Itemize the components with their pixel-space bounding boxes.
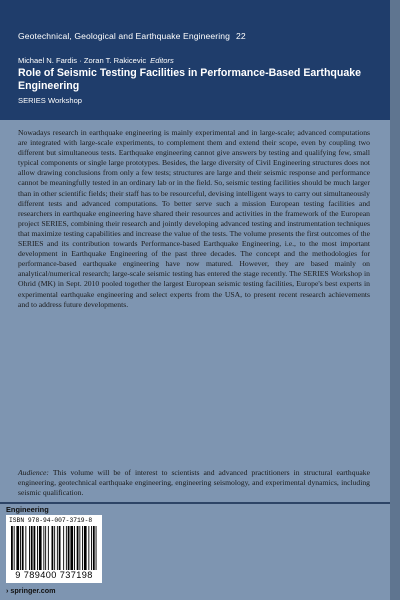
audience-lead: Audience: [18, 468, 49, 477]
barcode-digits: 9 789400 737198 [15, 570, 93, 580]
editors-role: Editors [150, 56, 174, 65]
editors-line [18, 56, 174, 65]
editor-names: Michael N. Fardis · Zoran T. Rakicevic [18, 56, 147, 65]
audience-text: This volume will be of interest to scientists and advanced practitioners in structural earthquake engineering, geotechnical earthquake engineering, engineering seismology, and experimental dynamics, including seismic qualification. [18, 468, 370, 498]
publisher-link[interactable]: › springer.com [6, 586, 56, 595]
book-subtitle: SERIES Workshop [18, 96, 83, 105]
blurb-text: Nowadays research in earthquake engineering is mainly experimental and in large-scale; advanced computations are integrated with large-scale experiments, to complement them and extend their scope, even by coupling two different but simultaneous tests. Earthquake engineering cannot give answers by testing and qualifying few, small typical components or single large prototypes. Besides, the large diversity of Civil Engineering structures does not allow drawing conclusions from only a few tests; structures are large and their seismic response and performance cannot be meaningfully tested in an ordinary lab or in the field. So, seismic testing facilities should be much larger than in other scientific fields; their staff has to be resourceful, devising intelligent ways to carry out simultaneously different tests and advanced computations. To better serve such a mission European testing facilities and researchers in earthquake engineering have shared their resources and activities in the framework of the European project SERIES, combining their research and jointly developing advanced testing and instrumentation techniques that maximize testing capabilities and increase the value of the tests. The volume presents the first outcomes of the SERIES and its contribution towards Performance-based Earthquake Engineering, i.e., to the most important development in Earthquake Engineering of the past three decades. The concept and the methodologies for performance-based earthquake engineering have now matured. However, they are based mainly on analytical/numerical research; large-scale seismic testing has entered the stage recently. The SERIES Workshop in Ohrid (MK) in Sept. 2010 pooled together the largest European seismic testing facilities, Europe's best experts in experimental earthquake engineering and select experts from the USA, to present recent research achievements and to address future developments. [18, 128, 370, 309]
book-title: Role of Seismic Testing Facilities in Performance-Based Earthquake Engineering [18, 67, 362, 92]
barcode-icon [11, 526, 97, 570]
isbn-text: ISBN 978-94-007-3719-8 [9, 517, 93, 524]
spine-strip [390, 0, 400, 600]
series-line [18, 31, 246, 41]
category-label: Engineering [6, 505, 49, 514]
series-name: Geotechnical, Geological and Earthquake Engineering [18, 31, 230, 41]
series-number: 22 [235, 31, 246, 41]
audience-paragraph [18, 468, 370, 498]
bottom-divider [0, 502, 390, 504]
barcode-panel [6, 515, 102, 583]
